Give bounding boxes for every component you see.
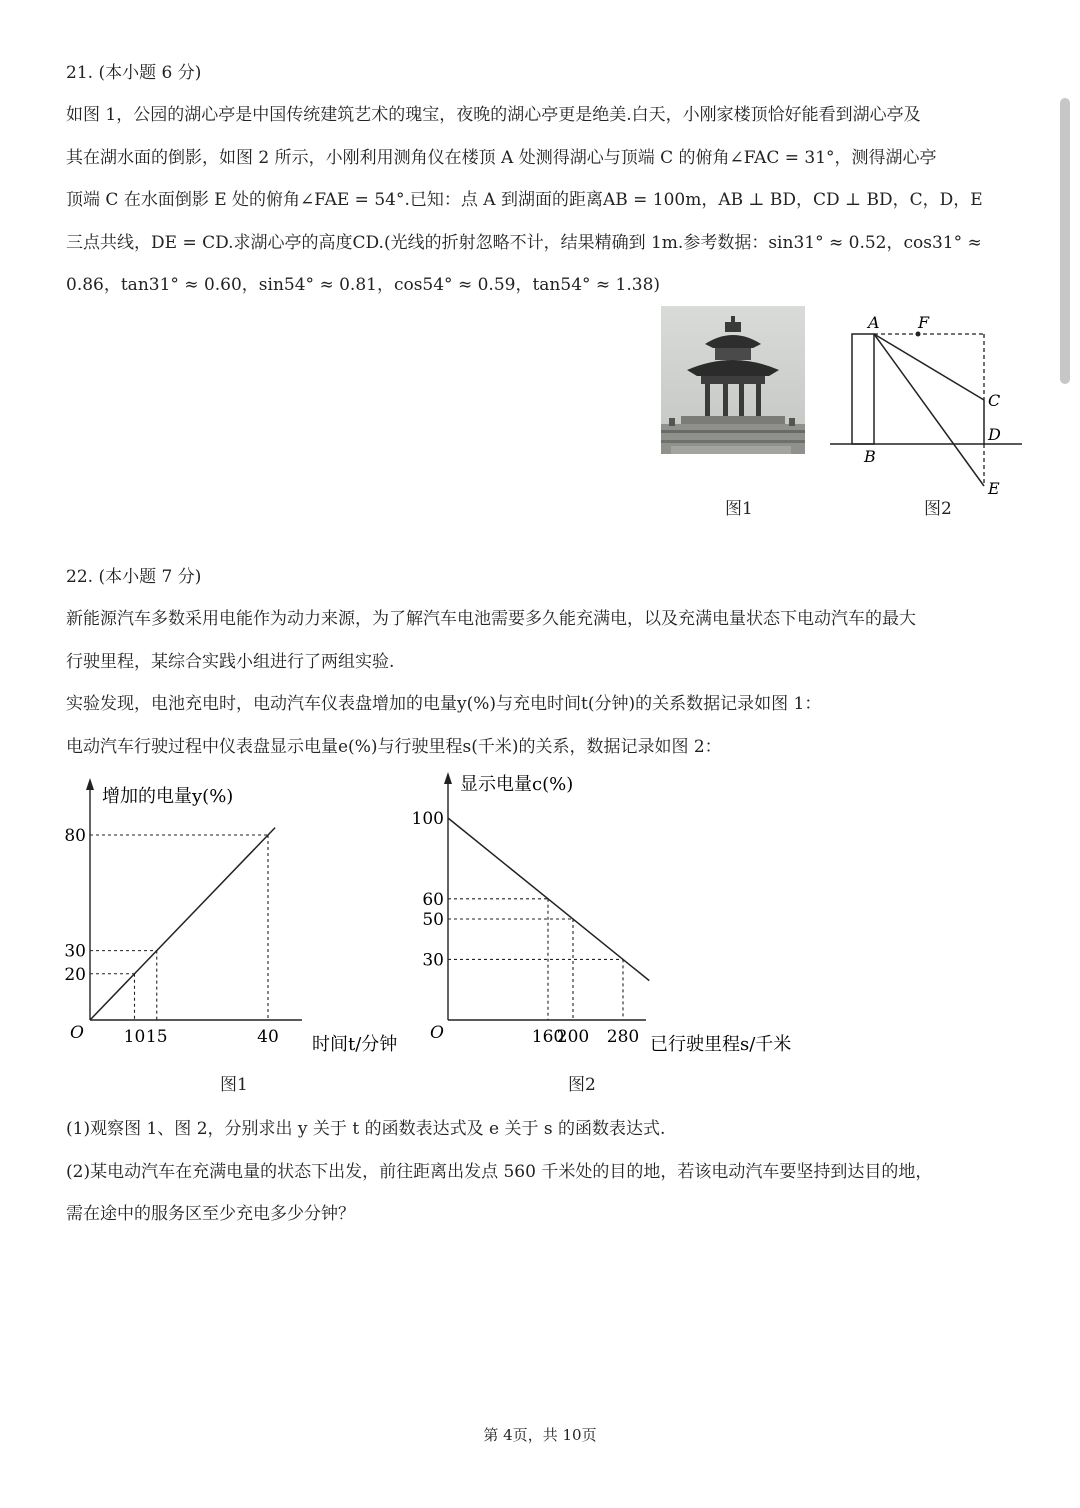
q22-line-3: 实验发现，电池充电时，电动汽车仪表盘增加的电量y(%)与充电时间t(分钟)的关系数据记录如图 1： <box>66 694 822 714</box>
chart1-xlabel: 时间t/分钟 <box>312 1034 398 1055</box>
q21-line-5: 0.86，tan31° ≈ 0.60，sin54° ≈ 0.81，cos54° ≈ 0.59，tan54° ≈ 1.38) <box>66 275 661 295</box>
c1-ytick-0: 20 <box>64 964 86 985</box>
label-F: F <box>918 313 930 332</box>
c2-xtick-2: 280 <box>606 1027 640 1047</box>
c1-xtick-2: 40 <box>257 1027 279 1047</box>
chart1-origin: O <box>70 1023 84 1043</box>
label-D: D <box>988 425 1001 444</box>
c1-xtick-0: 10 <box>123 1027 146 1047</box>
label-E: E <box>988 479 1000 498</box>
q21-line-3: 顶端 C 在水面倒影 E 处的俯角∠FAE = 54°.已知：点 A 到湖面的距离AB = 100m，AB ⊥ BD，CD ⊥ BD，C，D，E <box>66 190 983 210</box>
q21-fig2-caption: 图2 <box>924 499 952 519</box>
chart2-origin: O <box>430 1023 444 1043</box>
chart2-ylabel: 显示电量c(%) <box>460 774 574 795</box>
c1-xtick-1: 15 <box>145 1027 168 1047</box>
pavilion-photo <box>661 306 805 454</box>
c2-ytick-2: 60 <box>422 889 444 910</box>
c2-ytick-1: 50 <box>422 910 444 930</box>
c1-ytick-1: 30 <box>64 941 86 962</box>
label-B: B <box>864 447 876 466</box>
page-footer: 第 4页，共 10页 <box>483 1426 597 1444</box>
c1-series-line <box>90 828 275 1020</box>
q22-chart-2 <box>400 762 820 1062</box>
chart2-xlabel: 已行驶里程s/千米 <box>650 1034 792 1055</box>
q21-fig1-caption: 图1 <box>725 499 753 519</box>
q22-sub2-line-2: 需在途中的服务区至少充电多少分钟？ <box>66 1204 355 1224</box>
chart1-ylabel: 增加的电量y(%) <box>102 786 234 807</box>
c1-ytick-2: 80 <box>64 826 86 846</box>
q22-sub2-line-1: (2)某电动汽车在充满电量的状态下出发，前往距离出发点 560 千米处的目的地，若该电动汽车要坚持到达目的地， <box>66 1162 933 1182</box>
c2-xtick-1: 200 <box>556 1027 590 1047</box>
q21-line-4: 三点共线，DE = CD.求湖心亭的高度CD.(光线的折射忽略不计，结果精确到 1m.参考数据：sin31° ≈ 0.52，cos31° ≈ <box>66 233 982 253</box>
q22-header: 22. (本小题 7 分) <box>66 567 202 587</box>
scrollbar-thumb[interactable] <box>1060 98 1070 384</box>
q21-fig2-diagram <box>826 308 1026 504</box>
q22-line-4: 电动汽车行驶过程中仪表盘显示电量e(%)与行驶里程s(千米)的关系，数据记录如图 2： <box>66 737 722 757</box>
q21-header: 21. (本小题 6 分) <box>66 63 202 83</box>
q22-sub1: (1)观察图 1、图 2，分别求出 y 关于 t 的函数表达式及 e 关于 s 的函数表达式. <box>66 1119 666 1139</box>
c2-xtick-0: 160 <box>531 1027 565 1047</box>
c2-ytick-3: 100 <box>411 809 444 829</box>
label-A: A <box>868 313 880 332</box>
q22-chart-1 <box>40 772 420 1062</box>
q21-line-2: 其在湖水面的倒影，如图 2 所示，小刚利用测角仪在楼顶 A 处测得湖心与顶端 C 的俯角∠FAC = 31°，测得湖心亭 <box>66 148 937 168</box>
q22-intro-1: 新能源汽车多数采用电能作为动力来源，为了解汽车电池需要多久能充满电，以及充满电量状态下电动汽车的最大 <box>66 609 916 629</box>
q22-intro-2: 行驶里程，某综合实践小组进行了两组实验. <box>66 652 395 672</box>
q22-fig2-caption: 图2 <box>568 1075 596 1095</box>
q21-line-1: 如图 1，公园的湖心亭是中国传统建筑艺术的瑰宝，夜晚的湖心亭更是绝美.白天，小刚家楼顶恰好能看到湖心亭及 <box>66 105 921 125</box>
q22-fig1-caption: 图1 <box>220 1075 248 1095</box>
c2-ytick-0: 30 <box>422 950 444 971</box>
label-C: C <box>988 391 1001 410</box>
